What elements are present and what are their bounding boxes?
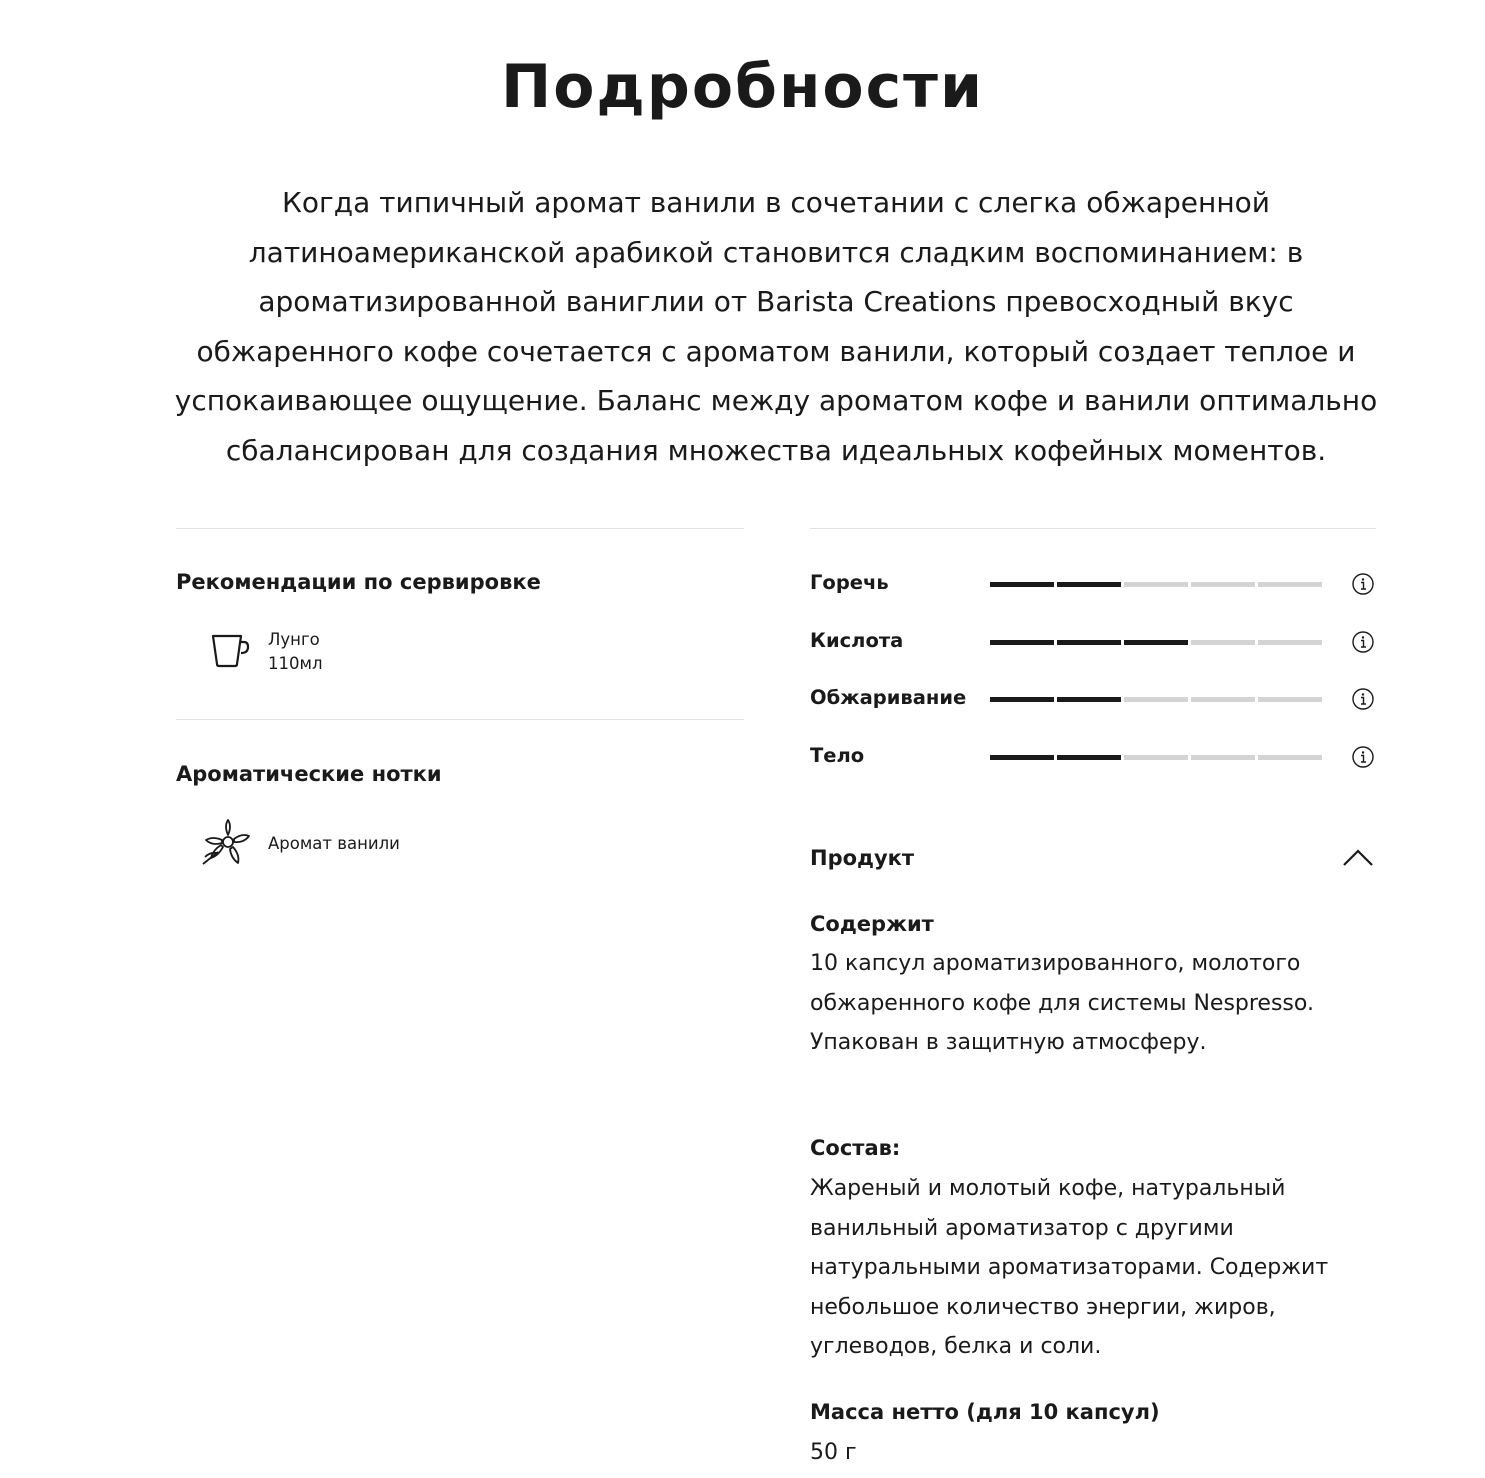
weight-value: 50 г — [810, 1440, 857, 1465]
intensity-segment-empty — [1191, 697, 1255, 702]
info-icon[interactable] — [1352, 573, 1374, 595]
intensity-segment-empty — [1124, 582, 1188, 587]
divider — [810, 528, 1376, 529]
info-icon[interactable] — [1352, 746, 1374, 768]
intensity-segment-filled — [1057, 755, 1121, 760]
ingredients-text: Жареный и молотый кофе, натуральный ванильный ароматизатор с другими натуральными ароматизаторами. Содержит небольшое количество энергии, жиров, углеводов, белка и соли. — [810, 1176, 1329, 1359]
intensity-bar — [990, 697, 1326, 702]
intensity-bar — [990, 755, 1326, 760]
intensity-segment-filled — [1057, 582, 1121, 587]
chevron-up-icon[interactable] — [1340, 845, 1376, 869]
intensity-segment-empty — [1191, 582, 1255, 587]
divider — [176, 719, 744, 720]
info-icon[interactable] — [1352, 631, 1374, 653]
ingredients-heading: Состав: — [810, 1136, 901, 1160]
intensity-segment-empty — [1191, 640, 1255, 645]
intensity-segment-filled — [990, 697, 1054, 702]
intensity-segment-empty — [1258, 755, 1322, 760]
intensity-segment-empty — [1258, 640, 1322, 645]
aroma-note: Аромат ванили — [268, 834, 400, 853]
characteristic-label: Кислота — [810, 629, 904, 652]
cup-size-info — [268, 628, 323, 676]
intensity-segment-filled — [990, 582, 1054, 587]
intensity-segment-empty — [1191, 755, 1255, 760]
intensity-segment-filled — [990, 640, 1054, 645]
intensity-bar — [990, 582, 1326, 587]
divider — [176, 528, 744, 529]
contains-text: 10 капсул ароматизированного, молотого обжаренного кофе для системы Nespresso. Упакован в защитную атмосферу. — [810, 951, 1314, 1055]
vanilla-flower-icon — [202, 818, 254, 868]
intensity-segment-empty — [1124, 755, 1188, 760]
page-title: Подробности — [500, 52, 984, 122]
intensity-bar — [990, 640, 1326, 645]
characteristic-label: Горечь — [810, 571, 889, 594]
characteristic-label: Тело — [810, 744, 865, 767]
product-accordion-title[interactable]: Продукт — [810, 846, 915, 870]
intensity-segment-filled — [1124, 640, 1188, 645]
contains-heading: Содержит — [810, 912, 934, 936]
aroma-title: Ароматические нотки — [176, 762, 442, 786]
product-description: Когда типичный аромат ванили в сочетании с слегка обжаренной латиноамериканской арабикой становится сладким воспоминанием: в ароматизированной ваниглии от Barista Creations превосходный вкус обжаренного кофе сочетается с ароматом ванили, который создает теплое и успокаивающее ощущение. Баланс между ароматом кофе и ванили оптимально сбалансирован для создания множества идеальных кофейных моментов. — [174, 186, 1378, 467]
intensity-segment-filled — [990, 755, 1054, 760]
serving-title: Рекомендации по сервировке — [176, 570, 541, 594]
weight-heading: Масса нетто (для 10 капсул) — [810, 1400, 1160, 1424]
intensity-segment-filled — [1057, 640, 1121, 645]
info-icon[interactable] — [1352, 688, 1374, 710]
intensity-segment-filled — [1057, 697, 1121, 702]
cup-volume: 110мл — [268, 654, 323, 673]
intensity-segment-empty — [1124, 697, 1188, 702]
intensity-segment-empty — [1258, 582, 1322, 587]
intensity-segment-empty — [1258, 697, 1322, 702]
cup-icon — [208, 630, 250, 672]
characteristic-label: Обжаривание — [810, 686, 967, 709]
cup-name: Лунго — [268, 630, 320, 649]
